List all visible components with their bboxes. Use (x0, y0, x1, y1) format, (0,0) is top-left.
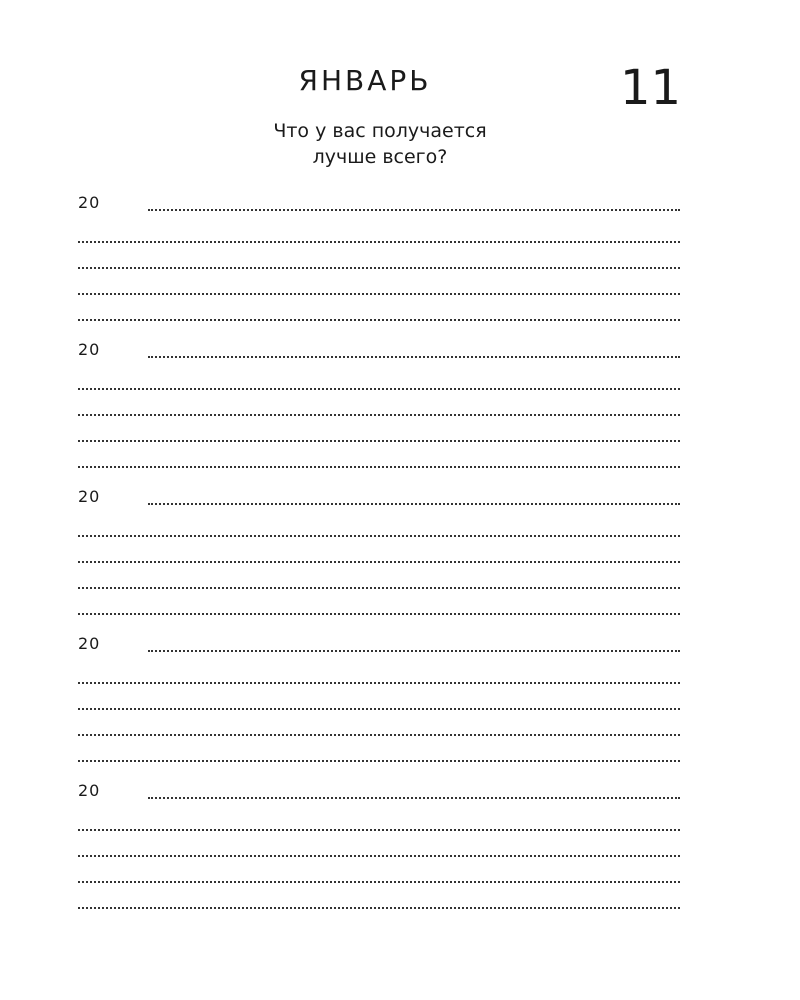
dotted-line[interactable] (78, 684, 680, 710)
dotted-line[interactable] (78, 217, 680, 243)
dotted-line[interactable] (78, 883, 680, 909)
dotted-line[interactable] (148, 797, 680, 799)
year-label: 20 (78, 193, 101, 212)
dotted-line[interactable] (78, 269, 680, 295)
dotted-line[interactable] (148, 209, 680, 211)
dotted-line[interactable] (78, 589, 680, 615)
dotted-line[interactable] (148, 650, 680, 652)
question-line-2: лучше всего? (312, 146, 448, 168)
dotted-line[interactable] (78, 736, 680, 762)
journal-entry (78, 485, 680, 632)
dotted-line[interactable] (78, 442, 680, 468)
dotted-line[interactable] (78, 658, 680, 684)
question-line-1: Что у вас получается (273, 120, 487, 142)
dotted-line[interactable] (148, 503, 680, 505)
month-title: ЯНВАРЬ (298, 64, 432, 97)
dotted-line[interactable] (78, 563, 680, 589)
dotted-line[interactable] (148, 356, 680, 358)
entry-first-line[interactable] (78, 779, 680, 805)
entry-first-line[interactable] (78, 338, 680, 364)
year-label: 20 (78, 487, 101, 506)
day-number: 11 (620, 60, 682, 116)
dotted-line[interactable] (78, 295, 680, 321)
journal-entries (78, 191, 680, 926)
year-label: 20 (78, 634, 101, 653)
entry-first-line[interactable] (78, 632, 680, 658)
journal-entry (78, 632, 680, 779)
dotted-line[interactable] (78, 511, 680, 537)
dotted-line[interactable] (78, 805, 680, 831)
journal-entry (78, 338, 680, 485)
dotted-line[interactable] (78, 710, 680, 736)
dotted-line[interactable] (78, 857, 680, 883)
dotted-line[interactable] (78, 243, 680, 269)
dotted-line[interactable] (78, 537, 680, 563)
year-label: 20 (78, 781, 101, 800)
entry-first-line[interactable] (78, 191, 680, 217)
dotted-line[interactable] (78, 831, 680, 857)
dotted-line[interactable] (78, 416, 680, 442)
question-prompt (0, 118, 760, 170)
journal-entry (78, 191, 680, 338)
entry-first-line[interactable] (78, 485, 680, 511)
year-label: 20 (78, 340, 101, 359)
page-header (0, 0, 800, 200)
dotted-line[interactable] (78, 390, 680, 416)
dotted-line[interactable] (78, 364, 680, 390)
journal-entry (78, 779, 680, 926)
